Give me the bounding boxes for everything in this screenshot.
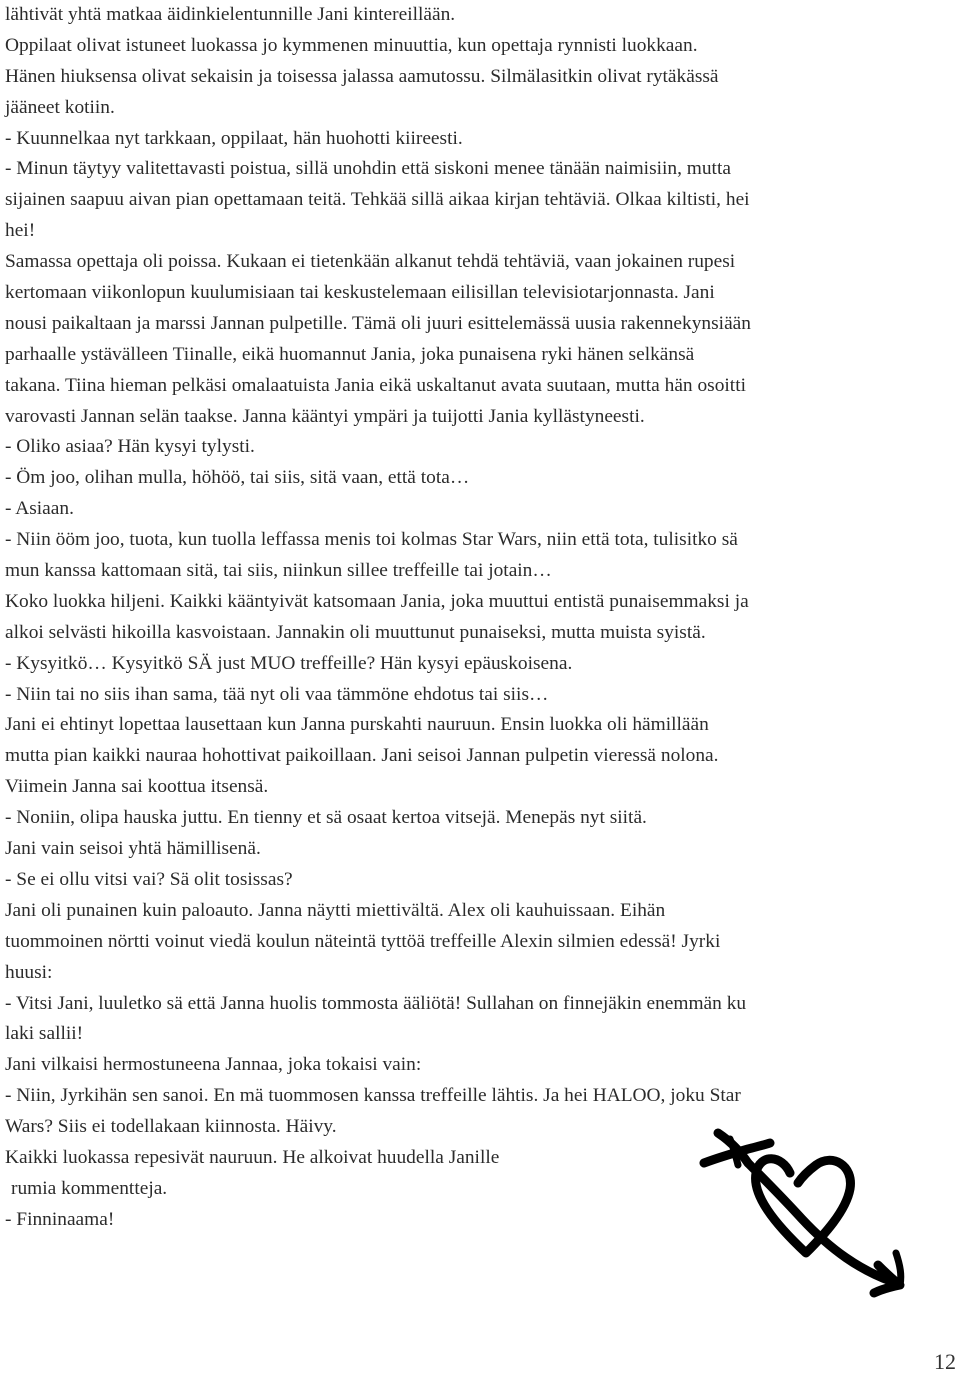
text-line: - Kysyitkö… Kysyitkö SÄ just MUO treffeille? Hän kysyi epäuskoisena. bbox=[5, 652, 573, 674]
text-line: - Niin tai no siis ihan sama, tää nyt oli vaa tämmöne ehdotus tai siis… bbox=[5, 683, 549, 705]
text-line: Samassa opettaja oli poissa. Kukaan ei tietenkään alkanut tehdä tehtäviä, vaan jokainen rupesi bbox=[5, 251, 736, 273]
text-line: - Kuunnelkaa nyt tarkkaan, oppilaat, hän huohotti kiireesti. bbox=[5, 127, 463, 149]
heart-outline-icon bbox=[756, 1159, 851, 1253]
text-line: Koko luokka hiljeni. Kaikki kääntyivät katsomaan Jania, joka muuttui entistä punaisemmaksi ja bbox=[5, 590, 749, 612]
text-line: Hänen hiuksensa olivat sekaisin ja toisessa jalassa aamutossu. Silmälasitkin olivat rytäkässä bbox=[5, 65, 719, 87]
text-line: Viimein Janna sai koottua itsensä. bbox=[5, 776, 269, 798]
text-line: kertomaan viikonlopun kuulumisiaan tai keskustelemaan eilisillan televisiotarjonnasta. Jani bbox=[5, 282, 715, 304]
text-line: jääneet kotiin. bbox=[5, 96, 115, 118]
page-number: 12 bbox=[934, 1349, 956, 1374]
text-line: laki sallii! bbox=[5, 1023, 84, 1045]
text-line: hei! bbox=[5, 220, 36, 242]
text-line: Jani vain seisoi yhtä hämillisenä. bbox=[5, 838, 261, 860]
text-line: alkoi selvästi hikoilla kasvoistaan. Jannakin oli muuttunut punaiseksi, mutta muista syistä. bbox=[5, 621, 706, 643]
text-line: varovasti Jannan selän taakse. Janna kääntyi ympäri ja tuijotti Jania kyllästyneesti. bbox=[5, 405, 645, 427]
text-line: mun kanssa kattomaan sitä, tai siis, niinkun sillee treffeille tai jotain… bbox=[5, 560, 552, 582]
text-line: rumia kommentteja. bbox=[11, 1177, 168, 1199]
text-line: Wars? Siis ei todellakaan kiinnosta. Häivy. bbox=[5, 1116, 337, 1138]
arrow-through-heart-icon bbox=[690, 1125, 930, 1300]
text-line: tuommoinen nörtti voinut viedä koulun näteintä tyttöä treffeille Alexin silmien edessä! Jyrki bbox=[5, 930, 721, 952]
text-line: - Vitsi Jani, luuletko sä että Janna huolis tommosta ääliötä! Sullahan on finnejäkin enemmän ku bbox=[5, 992, 747, 1014]
text-line: nousi paikaltaan ja marssi Jannan pulpetille. Tämä oli juuri esittelemässä uusia rakennekynsiään bbox=[5, 312, 751, 334]
text-line: takana. Tiina hieman pelkäsi omalaatuista Jania eikä uskaltanut avata suutaan, mutta hän osoitti bbox=[5, 374, 746, 396]
text-line: - Noniin, olipa hauska juttu. En tienny et sä osaat kertoa vitsejä. Menepäs nyt siitä. bbox=[5, 807, 647, 829]
text-line: Oppilaat olivat istuneet luokassa jo kymmenen minuuttia, kun opettaja rynnisti luokkaan. bbox=[5, 34, 698, 56]
text-line: - Niin, Jyrkihän sen sanoi. En mä tuommosen kanssa treffeille lähtis. Ja hei HALOO, joku Star bbox=[5, 1085, 741, 1107]
text-line: Jani vilkaisi hermostuneena Jannaa, joka tokaisi vain: bbox=[5, 1054, 422, 1076]
text-line: - Minun täytyy valitettavasti poistua, sillä unohdin että siskoni menee tänään naimisiin, mutta bbox=[5, 158, 731, 180]
text-line: - Finninaama! bbox=[5, 1208, 115, 1230]
text-line: - Niin ööm joo, tuota, kun tuolla leffassa menis toi kolmas Star Wars, niin että tota, tulisitko sä bbox=[5, 529, 738, 551]
story-text bbox=[5, 0, 950, 1236]
text-line: - Asiaan. bbox=[5, 498, 74, 520]
text-line: huusi: bbox=[5, 961, 53, 983]
text-line: parhaalle ystävälleen Tiinalle, eikä huomannut Jania, joka punaisena ryki hänen selkänsä bbox=[5, 343, 695, 365]
text-line: - Se ei ollu vitsi vai? Sä olit tosissas? bbox=[5, 868, 293, 890]
text-line: sijainen saapuu aivan pian opettamaan teitä. Tehkää sillä aikaa kirjan tehtäviä. Olkaa kiltisti, hei bbox=[5, 189, 750, 211]
text-line: lähtivät yhtä matkaa äidinkielentunnille Jani kintereillään. bbox=[5, 4, 456, 25]
text-line: mutta pian kaikki nauraa hohottivat paikoillaan. Jani seisoi Jannan pulpetin vieressä nolona. bbox=[5, 745, 719, 767]
text-line: - Öm joo, olihan mulla, höhöö, tai siis, sitä vaan, että tota… bbox=[5, 467, 470, 489]
text-line: Kaikki luokassa repesivät nauruun. He alkoivat huudella Janille bbox=[5, 1146, 500, 1168]
text-line: Jani oli punainen kuin paloauto. Janna näytti miettivältä. Alex oli kauhuissaan. Eihän bbox=[5, 899, 666, 921]
text-line: - Oliko asiaa? Hän kysyi tylysti. bbox=[5, 436, 255, 458]
text-line: Jani ei ehtinyt lopettaa lausettaan kun Janna purskahti nauruun. Ensin luokka oli hämillään bbox=[5, 714, 709, 736]
